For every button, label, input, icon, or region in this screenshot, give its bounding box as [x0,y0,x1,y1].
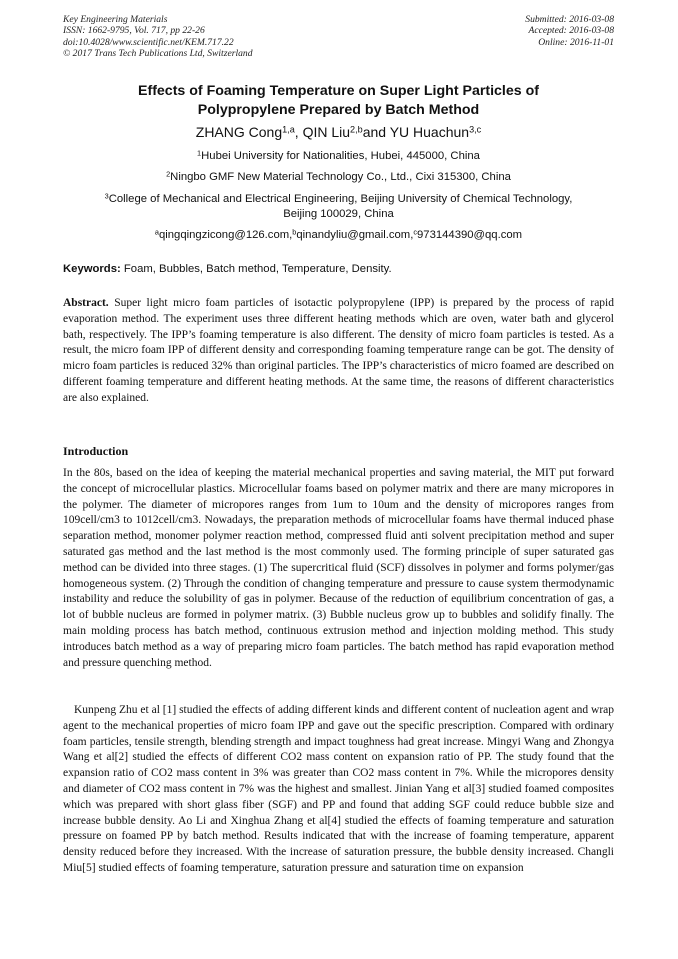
online-date: Online: 2016-11-01 [538,36,614,48]
title-line-2: Polypropylene Prepared by Batch Method [197,101,480,118]
keywords-label: Keywords: [63,263,121,275]
journal-name: Key Engineering Materials [63,14,168,25]
author-affil-mark: 1,a [282,124,295,135]
affiliation-3 [63,192,614,221]
affil-text: Hubei University for Nationalities, Hubei, 445000, China [201,150,480,162]
dates-header [525,14,614,48]
paper-title [63,82,614,119]
author-separator: , [294,124,303,140]
doi-line[interactable]: doi:10.4028/www.scientific.net/KEM.717.22 [63,36,234,48]
affil-mark: 2 [166,169,171,179]
section-heading-introduction: Introduction [63,444,129,458]
keywords [63,262,614,276]
abstract-label: Abstract. [63,297,109,309]
title-line-1: Effects of Foaming Temperature on Super Light Particles of [138,83,539,99]
author-affil-mark: 2,b [350,124,363,135]
affil-text: Ningbo GMF New Material Technology Co., Ltd., Cixi 315300, China [170,171,511,183]
affil-text: Beijing 100029, China [283,207,394,220]
issn-line: ISSN: 1662-9795, Vol. 717, pp 22-26 [63,25,205,37]
affiliation-1 [63,149,614,164]
email-mark: a [154,227,159,237]
author-affil-mark: 3,c [469,124,482,135]
accepted-date: Accepted: 2016-03-08 [528,25,614,37]
email-mark: c [413,227,418,237]
email-link[interactable]: qinandyliu@gmail.com, [296,229,414,241]
submitted-date: Submitted: 2016-03-08 [525,14,614,25]
email-link[interactable]: 973144390@qq.com [417,229,523,241]
affiliation-2 [63,170,614,185]
author-name: QIN Liu [302,124,351,140]
affil-text: College of Mechanical and Electrical Engineering, Beijing University of Chemical Technology, [108,193,573,205]
abstract [63,296,614,407]
affil-mark: 3 [104,191,109,201]
journal-header [63,14,253,59]
email-link[interactable]: qingqingzicong@126.com, [158,229,293,241]
author-list [63,123,614,141]
intro-paragraph-2: Kunpeng Zhu et al [1] studied the effects of adding different kinds and different content of nucleation agent and wrap agent to the mechanical properties of micro foam IPP and gave out the specific prescription. Compared with ordinary foam particles, tensile strength, blending strength and impact toughness had great increase. Mingyi Wang and Zhongya Wang et al[2] studied the effects of different CO2 mass content on expansion ratio of PP. The study found that the expansion ratio of CO2 mass content in 3% was greater than CO2 mass content in 7%. While the micropores density and diameter of CO2 mass content in 7% was the highest and smallest. Jinian Yang et al[3] studied foamed composites which was prepared with short glass fiber (SGF) and PP and found that adding SGF could reduce bubble size and increase bubble density. Ao Li and Xinghua Zhang et al[4] studied the effects of foaming temperature and saturation pressure on foamed PP by batch method. Results indicated that with the increase of foaming temperature, apparent density reduced before they increased. With the increase of saturation pressure, the bubble density increased. Changli Miu[5] studied effects of foaming temperature, saturation pressure and saturation time on expansion [63,704,615,874]
abstract-text: Super light micro foam particles of isotactic polypropylene (IPP) is prepared by the process of rapid evaporation method. The experiment uses three different heating methods which are oven, water bath and glycerol bath, respectively. The IPP’s foaming temperature is also different. The density of micro foam particles is tested. As a result, the micro foam IPP of different density and corresponding foaming temperature range can be got. The density of micro foam particles is reduced 32% than original particles. The IPP’s characteristics of micro foamed are described on different foaming temperature and different heating methods. At the same time, the reasons of different characteristics are also explained. [63,297,614,404]
email-mark: b [292,227,297,237]
author-separator: and [362,124,390,140]
affil-mark: 1 [197,148,202,158]
keywords-text: Foam, Bubbles, Batch method, Temperature, Density. [120,263,392,275]
email-list [63,228,614,243]
author-name: ZHANG Cong [195,124,283,140]
copyright-line: © 2017 Trans Tech Publications Ltd, Switzerland [63,47,253,59]
intro-paragraph-1: In the 80s, based on the idea of keeping the material mechanical properties and saving material, the MIT put forward the concept of microcellular plastics. Microcellular foams based on polymer matrix and there are many micropores in the polymer. The diameter of micropores ranges from 1um to 10um and the density of micropores ranges from 109cell/cm3 to 1012cell/cm3. Nowadays, the preparation methods of microcellular foams have thermal induced phase separation method, monomer polymer reaction method, compressed fluid anti solvent precipitation method and super saturated gas method and the last method is the most commonly used. The forming principle of super saturated gas method can be divided into three stages. (1) The supercritical fluid (SCF) dissolves in polymer and forms polymer/gas homogeneous system. (2) Through the condition of changing temperature and pressure to cause system thermodynamic instability and reduce the solubility of gas in polymer. Because of the reduction of equilibrium concentration of gas, a lot of bubble nucleus are formed in polymer matrix. (3) Bubble nucleus grow up to bubbles and solidify finally. The main molding process has batch method, continuous extrusion method and injection molding method. This study introduces batch method as a way of preparing micro foam particles. The batch method has rapid evaporation method and pressure quenching method. [63,467,614,669]
author-name: YU Huachun [389,124,470,140]
